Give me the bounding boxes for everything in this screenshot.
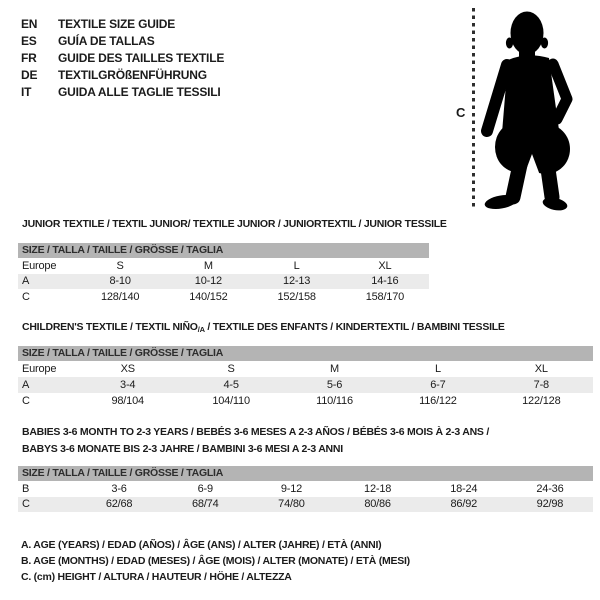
cell: 62/68 [105, 498, 133, 511]
table-row [18, 481, 593, 497]
language-label: GUÍA DE TALLAS [58, 34, 155, 48]
title-text: / TEXTILE DES ENFANTS / KINDERTEXTIL / BAMBINI TESSILE [204, 321, 505, 333]
language-label: GUIDA ALLE TAGLIE TESSILI [58, 85, 221, 99]
cell: 140/152 [189, 290, 228, 303]
cell: 6-9 [197, 482, 213, 495]
title-line: BABIES 3-6 MONTH TO 2-3 YEARS / BEBÉS 3-6 MESES A 2-3 AÑOS / BÉBÉS 3-6 MOIS À 2-3 ANS / [22, 426, 490, 438]
table-title [22, 424, 593, 458]
table-title: JUNIOR TEXTILE / TEXTIL JUNIOR/ TEXTILE JUNIOR / JUNIORTEXTIL / JUNIOR TESSILE [22, 218, 447, 230]
cell: 158/170 [365, 290, 405, 303]
cell: XL [534, 363, 548, 375]
cell: 110/116 [316, 395, 353, 407]
language-code: EN [21, 17, 38, 31]
cell: M [203, 259, 213, 272]
cell: 18-24 [450, 482, 478, 495]
size-header-bar: SIZE / TALLA / TAILLE / GRÖSSE / TAGLIA [18, 243, 429, 258]
height-measure-line [472, 8, 475, 208]
legend-line-c: C. (cm) HEIGHT / ALTURA / HAUTEUR / HÖHE / ALTEZZA [21, 571, 292, 583]
cell: 92/98 [536, 498, 564, 511]
language-label: TEXTILE SIZE GUIDE [58, 17, 176, 31]
cell: S [227, 363, 235, 375]
size-table-junior [18, 217, 447, 305]
table-row [18, 274, 429, 290]
size-table-babies [18, 424, 593, 512]
cell: L [293, 259, 300, 272]
size-header-bar: SIZE / TALLA / TAILLE / GRÖSSE / TAGLIA [18, 466, 593, 481]
row-label: C [22, 498, 30, 511]
language-row [21, 16, 224, 33]
language-row [21, 50, 224, 67]
row-label: A [22, 379, 30, 391]
size-header-bar: SIZE / TALLA / TAILLE / GRÖSSE / TAGLIA [18, 346, 593, 361]
language-row [21, 67, 224, 84]
language-label: TEXTILGRÖßENFÜHRUNG [58, 68, 207, 82]
cell: 4-5 [223, 379, 239, 391]
row-label: Europe [22, 259, 57, 272]
cell: XL [378, 259, 392, 272]
cell: 12-13 [283, 275, 311, 288]
cell: 80/86 [364, 498, 391, 511]
row-label: B [22, 482, 30, 495]
language-label: GUIDE DES TAILLES TEXTILE [58, 51, 225, 65]
row-label: Europe [22, 363, 57, 375]
title-subscript: /A [197, 325, 205, 334]
cell: 9-12 [280, 482, 303, 495]
height-measure-label: C [456, 105, 466, 120]
row-label: C [22, 290, 30, 303]
language-guide-block [21, 16, 224, 101]
table-row [18, 289, 429, 305]
cell: 24-36 [536, 482, 564, 495]
cell: 128/140 [100, 290, 140, 303]
cell: 98/104 [111, 395, 144, 407]
language-code: IT [21, 85, 32, 99]
language-code: ES [21, 34, 37, 48]
table-row [18, 497, 593, 513]
table-row [18, 377, 593, 393]
baby-silhouette [480, 8, 600, 212]
language-row [21, 33, 224, 50]
cell: 68/74 [191, 498, 219, 511]
cell: S [116, 259, 124, 272]
cell: 86/92 [450, 498, 478, 511]
cell: 104/110 [212, 395, 250, 407]
cell: L [434, 363, 441, 375]
cell: XS [120, 363, 135, 375]
cell: 74/80 [278, 498, 305, 511]
table-row [18, 393, 593, 409]
cell: 6-7 [430, 379, 446, 391]
row-label: C [22, 395, 30, 407]
cell: 3-6 [111, 482, 127, 495]
title-line: BABYS 3-6 MONATE BIS 2-3 JAHRE / BAMBINI 3-6 MESI A 2-3 ANNI [22, 443, 343, 455]
table-row [18, 258, 429, 274]
cell: 152/158 [277, 290, 316, 303]
row-label: A [22, 275, 30, 288]
cell: 14-16 [371, 275, 399, 288]
measurement-legend [21, 537, 410, 585]
cell: 5-6 [326, 379, 343, 391]
table-title [22, 320, 593, 335]
title-text: CHILDREN'S TEXTILE / TEXTIL NIÑO [22, 321, 198, 333]
cell: 8-10 [109, 275, 131, 288]
cell: 10-12 [194, 275, 222, 288]
legend-line-a: A. AGE (YEARS) / EDAD (AÑOS) / ÂGE (ANS) / ALTER (JAHRE) / ETÀ (ANNI) [21, 539, 382, 551]
cell: 7-8 [533, 379, 549, 391]
cell: 122/128 [522, 395, 561, 407]
cell: 3-4 [120, 379, 136, 391]
language-code: DE [21, 68, 38, 82]
language-row [21, 84, 224, 101]
table-row [18, 361, 593, 377]
cell: 12-18 [364, 482, 392, 495]
size-table-children [18, 320, 593, 409]
legend-line-b: B. AGE (MONTHS) / EDAD (MESES) / ÂGE (MOIS) / ALTER (MONATE) / ETÀ (MESI) [21, 555, 410, 567]
cell: M [330, 363, 339, 375]
cell: 116/122 [419, 395, 457, 407]
language-code: FR [21, 51, 37, 65]
